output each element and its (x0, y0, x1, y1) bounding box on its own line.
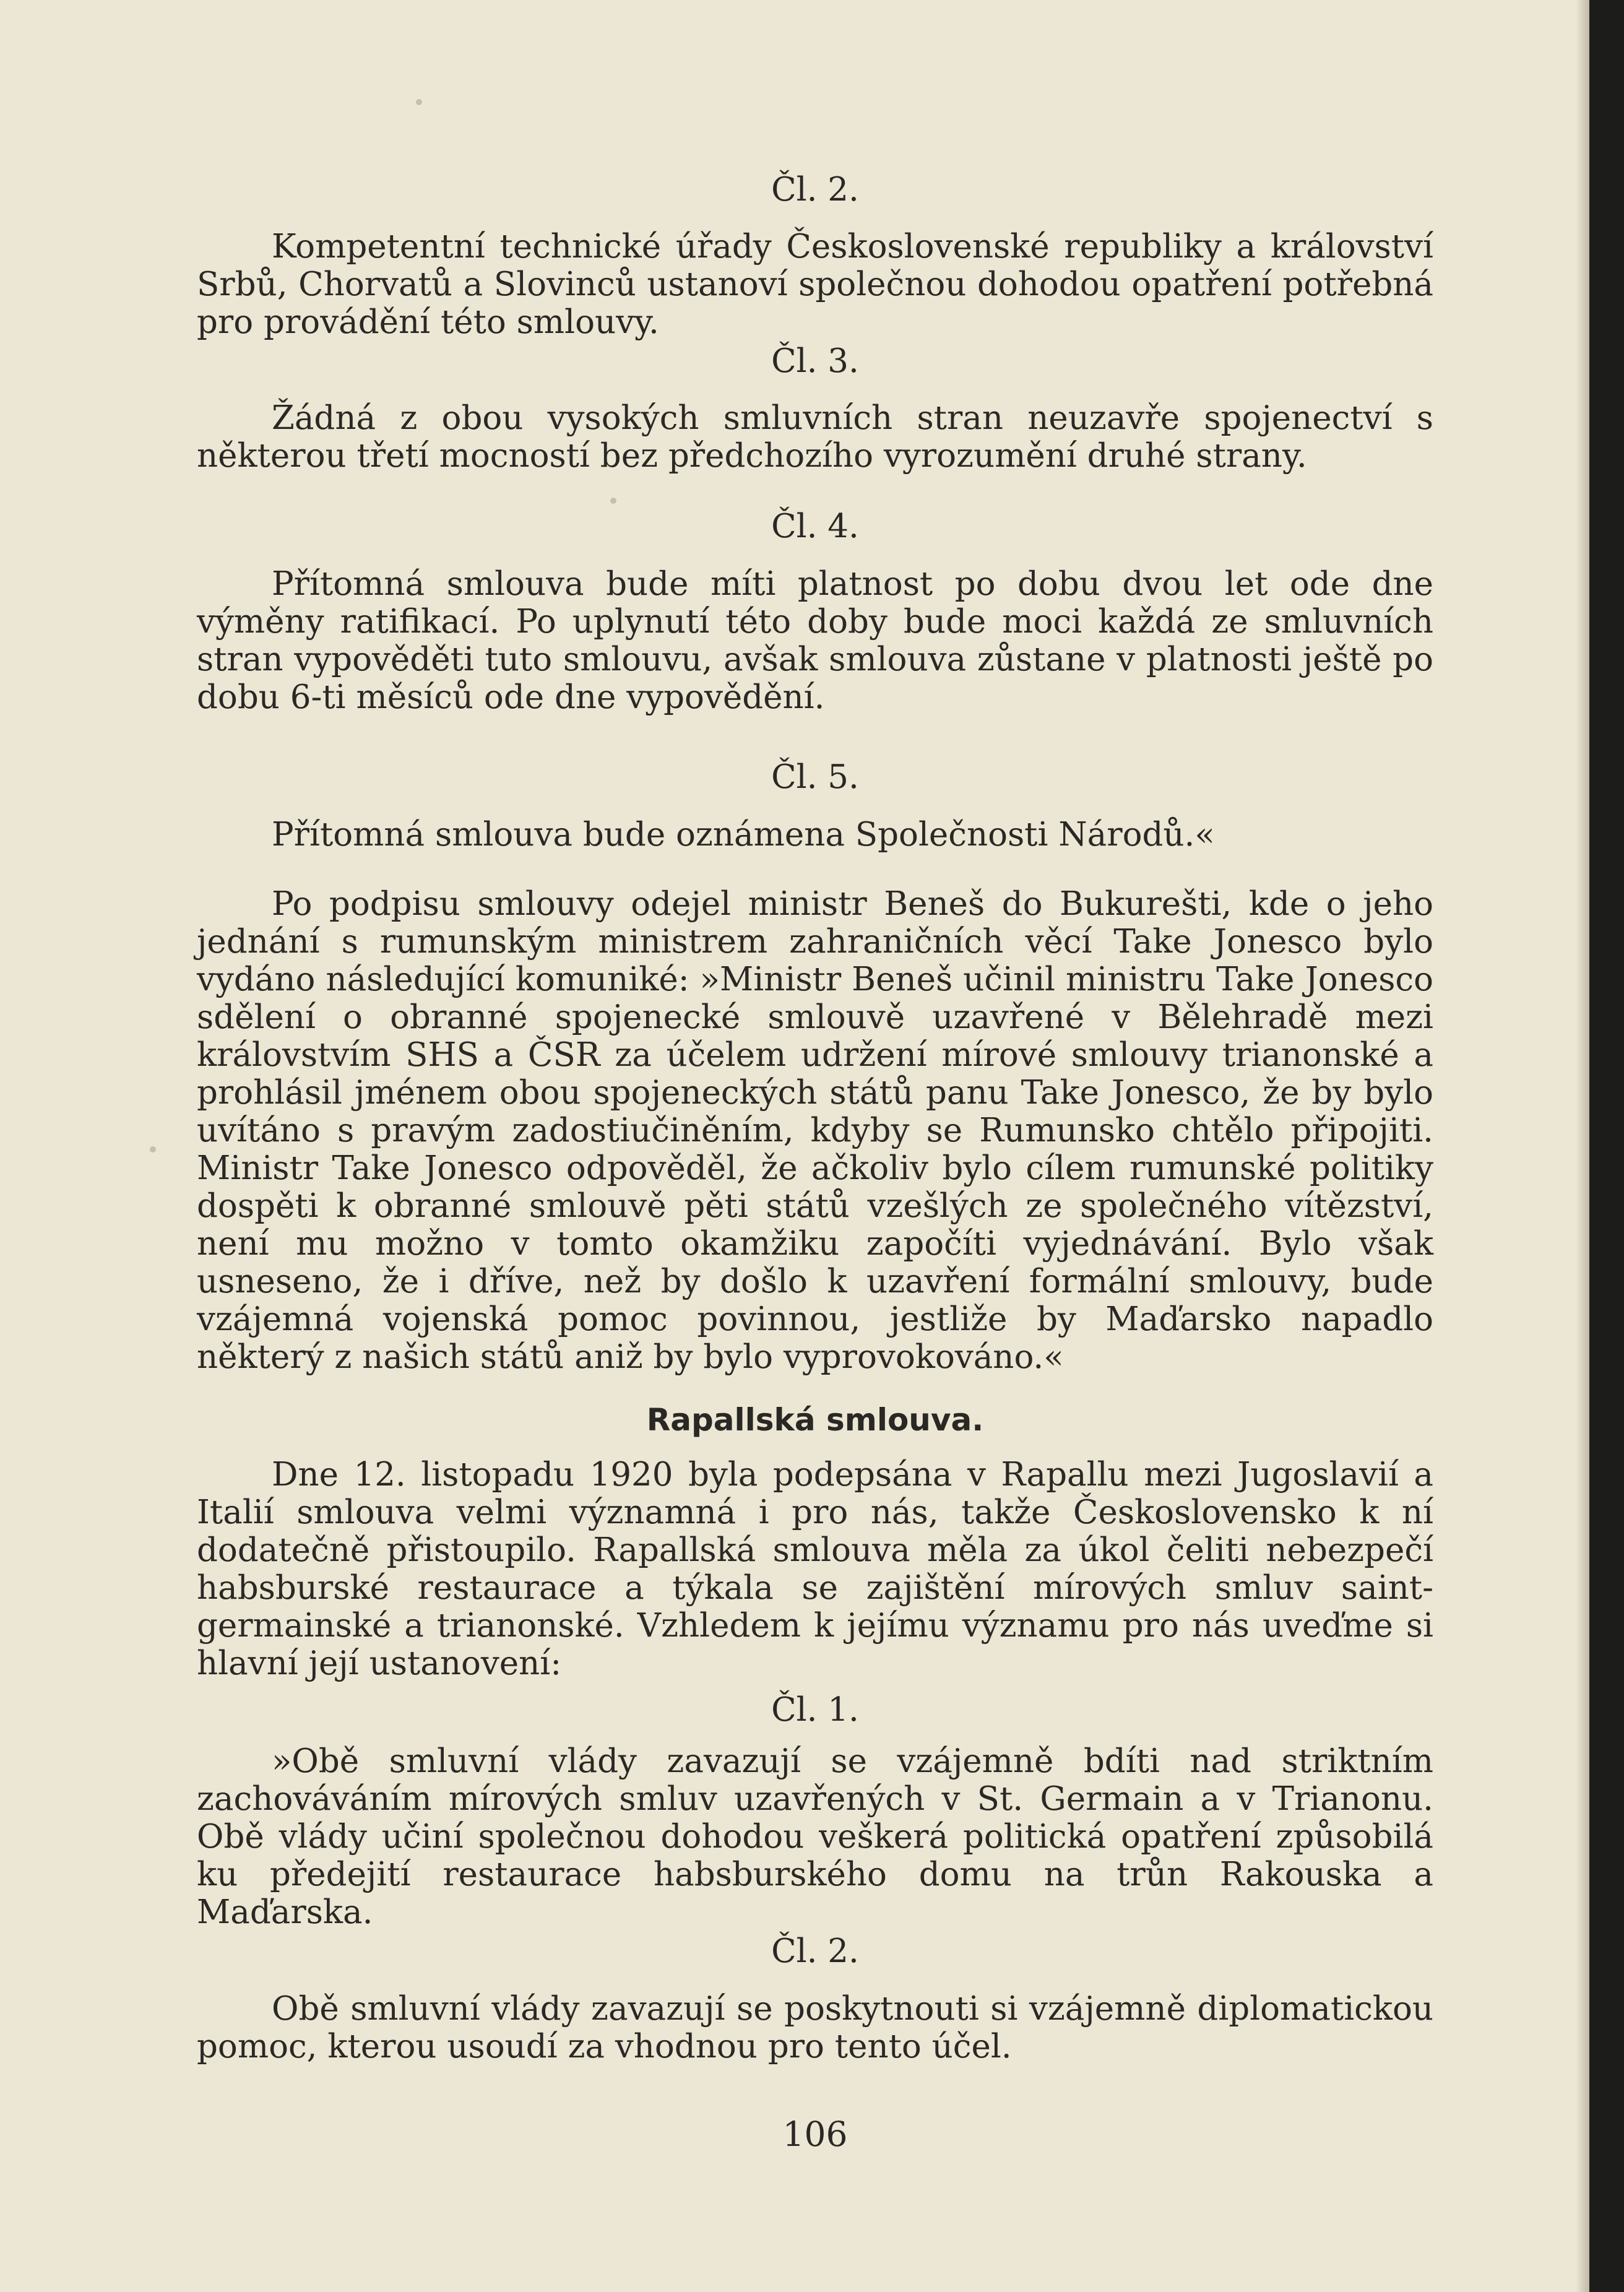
article-4-heading: Čl. 4. (771, 508, 859, 545)
paper-speck (416, 99, 422, 105)
article-2-heading: Čl. 2. (771, 171, 859, 209)
article-3-heading: Čl. 3. (771, 342, 859, 380)
rapallo-article-1-text: »Obě smluvní vlády zavazují se vzájemně bdíti nad striktním zachováváním mírových smluv uzavřených v St. Germain a v Trianonu. Obě vlády učiní společnou dohodou veškerá politická opatření způsobilá ku předejití restaurace habsburského domu na trůn Rakouska a Maďarska. (197, 1742, 1433, 1931)
article-3-text: Žádná z obou vysokých smluvních stran neuzavře spojenectví s některou třetí mocností bez předchozího vyrozumění druhé strany. (197, 399, 1433, 475)
paper-speck (610, 498, 616, 504)
rapallo-title: Rapallská smlouva. (646, 1402, 984, 1438)
rapallo-article-1-heading: Čl. 1. (771, 1691, 859, 1729)
rapallo-article-2-heading: Čl. 2. (771, 1932, 859, 1970)
paper-speck (150, 1146, 156, 1152)
bucharest-paragraph: Po podpisu smlouvy odejel ministr Beneš do Bukurešti, kde o jeho jednání s rumunským ministrem zahraničních věcí Take Jonesco bylo vydáno následující komuniké: »Ministr Beneš učinil ministru Take Jonesco sdělení o obranné spojenecké smlouvě uzavřené v Bělehradě mezi královstvím SHS a ČSR za účelem udržení mírové smlouvy trianonské a prohlásil jménem obou spojeneckých států panu Take Jonesco, že by bylo uvítáno s pravým zadostiučiněním, kdyby se Rumunsko chtělo připojiti. Ministr Take Jonesco odpověděl, že ačkoliv bylo cílem rumunské politiky dospěti k obranné smlouvě pěti států vzešlých ze společného vítězství, není mu možno v tomto okamžiku započíti vyjednávání. Bylo však usneseno, že i dříve, než by došlo k uzavření formální smlouvy, bude vzájemná vojenská pomoc povinnou, jestliže by Maďarsko napadlo některý z našich států aniž by bylo vyprovokováno.« (197, 885, 1433, 1376)
article-5-heading: Čl. 5. (771, 758, 859, 796)
article-2-text: Kompetentní technické úřady Československé republiky a království Srbů, Chorvatů a Slovinců ustanoví společnou dohodou opatření potřebná pro provádění této smlouvy. (197, 228, 1433, 341)
article-4-text: Přítomná smlouva bude míti platnost po dobu dvou let ode dne výměny ratifikací. Po uplynutí této doby bude moci každá ze smluvních stran vypověděti tuto smlouvu, avšak smlouva zůstane v platnosti ještě po dobu 6-ti měsíců ode dne vypovědění. (197, 565, 1433, 716)
rapallo-article-2-text: Obě smluvní vlády zavazují se poskytnouti si vzájemně diplomatickou pomoc, kterou usoudí za vhodnou pro tento účel. (197, 1990, 1433, 2065)
page-number: 106 (782, 2114, 848, 2154)
article-5-text: Přítomná smlouva bude oznámena Společnosti Národů.« (272, 816, 1215, 854)
rapallo-intro: Dne 12. listopadu 1920 byla podepsána v Rapallu mezi Jugoslavií a Italií smlouva velmi významná i pro nás, takže Československo k ní dodatečně přistoupilo. Rapallská smlouva měla za úkol čeliti nebezpečí habsburské restaurace a týkala se zajištění mírových smluv saint-germainské a trianonské. Vzhledem k jejímu významu pro nás uveďme si hlavní její ustanovení: (197, 1456, 1433, 1682)
